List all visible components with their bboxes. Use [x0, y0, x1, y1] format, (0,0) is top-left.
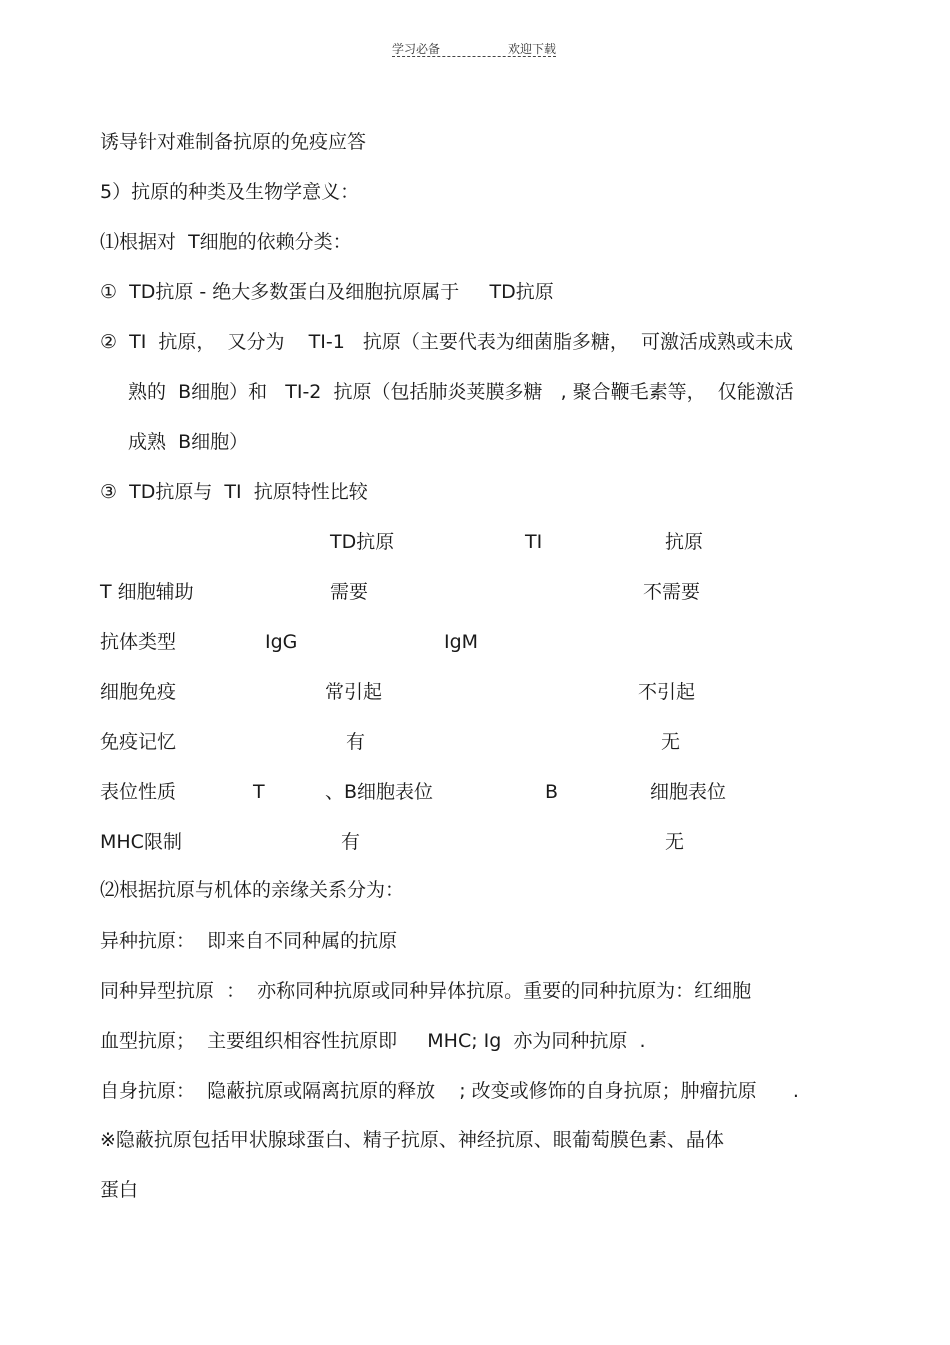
header-right-text: 欢迎下载 [508, 42, 557, 56]
table-cell-ti: IgM [444, 631, 479, 653]
table-cell-td: 有 [341, 831, 361, 853]
paragraph-autoantigen: 自身抗原： 隐蔽抗原或隔离抗原的释放 ; 改变或修饰的自身抗原；肿瘤抗原 . [100, 1080, 799, 1102]
table-header-ti: TI [525, 531, 543, 553]
paragraph-allogeneic-antigen-line1: 同种异型抗原 ： 亦称同种抗原或同种异体抗原。重要的同种抗原为：红细胞 [100, 980, 752, 1002]
table-cell-ti: 不引起 [638, 681, 696, 703]
table-row-label: MHC限制 [100, 831, 182, 853]
table-row-label: T 细胞辅助 [100, 581, 194, 603]
list-item-ti-antigen-line2: 熟的 B细胞）和 TI-2 抗原（包括肺炎荚膜多糖 , 聚合鞭毛素等， 仅能激活 [128, 381, 794, 403]
table-cell-ti: B [545, 781, 559, 803]
paragraph-intro: 诱导针对难制备抗原的免疫应答 [100, 131, 367, 153]
list-item-td-antigen: ① TD抗原 - 绝大多数蛋白及细胞抗原属于 TD抗原 [100, 281, 554, 303]
table-header-td: TD抗原 [330, 531, 395, 553]
subsection-heading-t-dependence: ⑴根据对 T细胞的依赖分类： [100, 231, 352, 253]
table-cell-td: IgG [265, 631, 298, 653]
table-header-antigen: 抗原 [665, 531, 704, 553]
header-left-text: 学习必备 [392, 42, 441, 56]
subsection-heading-kinship: ⑵根据抗原与机体的亲缘关系分为： [100, 879, 405, 901]
table-cell-ti: 无 [661, 731, 681, 753]
table-row-label: 细胞免疫 [100, 681, 177, 703]
list-item-ti-antigen-line1: ② TI 抗原， 又分为 TI-1 抗原（主要代表为细菌脂多糖， 可激活成熟或未成 [100, 331, 793, 353]
table-row-label: 抗体类型 [100, 631, 177, 653]
paragraph-note-line1: ※隐蔽抗原包括甲状腺球蛋白、精子抗原、神经抗原、眼葡萄膜色素、晶体 [100, 1129, 724, 1151]
paragraph-xenogeneic-antigen: 异种抗原： 即来自不同种属的抗原 [100, 930, 398, 952]
table-row-label: 免疫记忆 [100, 731, 177, 753]
table-cell-ti: 细胞表位 [650, 781, 727, 803]
section-heading-antigen-types: 5）抗原的种类及生物学意义： [100, 181, 360, 203]
paragraph-allogeneic-antigen-line2: 血型抗原； 主要组织相容性抗原即 MHC; Ig 亦为同种抗原 . [100, 1030, 646, 1052]
table-cell-td: 常引起 [325, 681, 383, 703]
table-cell-td: 需要 [330, 581, 369, 603]
table-cell-td: 有 [346, 731, 366, 753]
paragraph-note-line2: 蛋白 [100, 1179, 139, 1201]
table-cell-td: T [253, 781, 265, 803]
table-cell-ti: 不需要 [643, 581, 701, 603]
list-item-comparison: ③ TD抗原与 TI 抗原特性比较 [100, 481, 368, 503]
header-rule [392, 56, 556, 57]
table-row-label: 表位性质 [100, 781, 177, 803]
table-cell-td: 、B细胞表位 [325, 781, 434, 803]
page-header [0, 40, 950, 60]
list-item-ti-antigen-line3: 成熟 B细胞） [128, 431, 249, 453]
table-cell-ti: 无 [665, 831, 685, 853]
